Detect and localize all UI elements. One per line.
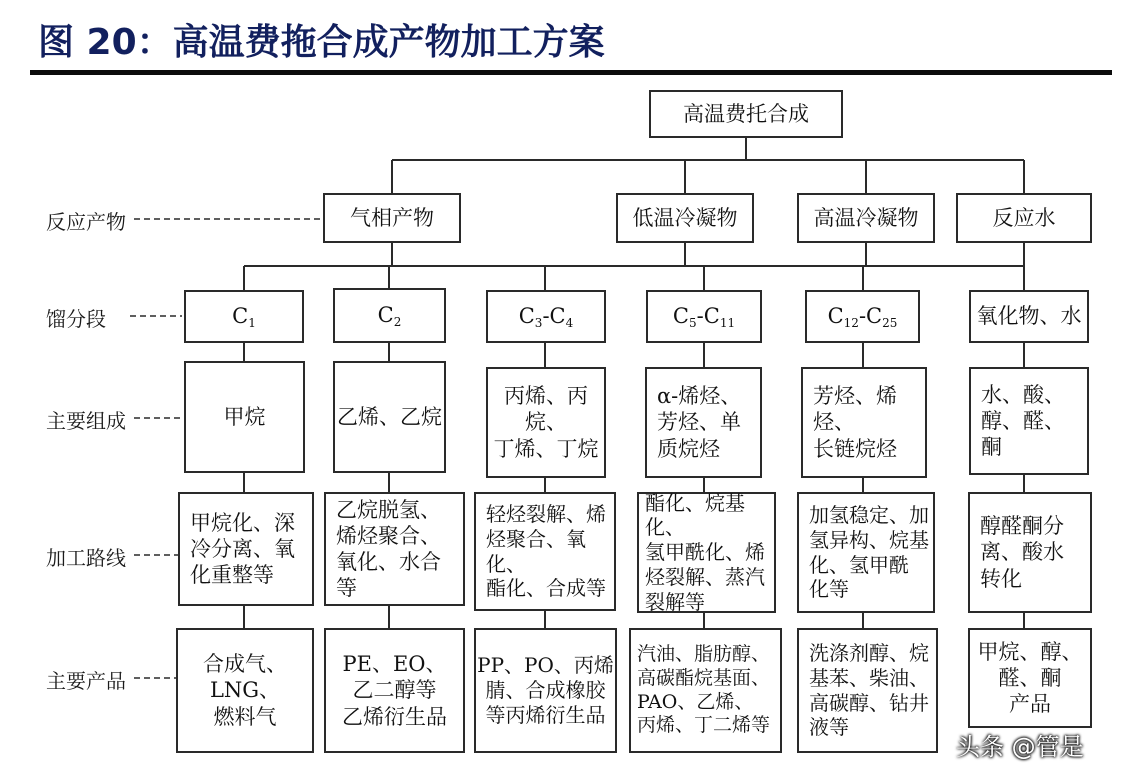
figure-title: 图 20：高温费拖合成产物加工方案 — [38, 22, 605, 63]
fraction-label: 氧化物、水 — [976, 304, 1082, 329]
product-node — [629, 628, 782, 753]
row-label-processing: 加工路线 — [46, 546, 126, 570]
composition-node — [969, 367, 1089, 475]
product-node — [797, 628, 938, 753]
composition-text: α-烯烃、 芳烃、单 质烷烃 — [657, 384, 742, 461]
processing-node — [968, 492, 1092, 613]
fraction-node — [646, 290, 762, 343]
processing-node — [637, 492, 776, 613]
processing-node — [178, 492, 314, 606]
product-text: 合成气、 LNG、 燃料气 — [203, 652, 287, 729]
row-label-composition: 主要组成 — [46, 409, 126, 433]
fraction-label: $C_5-C_{11}$ — [672, 303, 736, 330]
processing-text: 醇醛酮分 离、酸水 转化 — [980, 514, 1064, 591]
product-node — [324, 628, 465, 753]
product-node — [968, 628, 1092, 728]
product-text: 甲烷、醇、 醛、酮 产品 — [977, 639, 1083, 717]
product-text: PE、EO、 乙二醇等 乙烯衍生品 — [342, 652, 447, 729]
processing-text: 甲烷化、深 冷分离、氧 化重整等 — [190, 510, 295, 588]
phase-node — [323, 193, 461, 243]
composition-text: 水、酸、 醇、醛、 酮 — [981, 382, 1065, 460]
phase-node-label: 低温冷凝物 — [632, 205, 738, 230]
product-text: 洗涤剂醇、烷 基苯、柴油、 高碳醇、钻井 液等 — [809, 640, 929, 740]
fraction-node — [184, 290, 304, 343]
fraction-label: $C_1$ — [232, 303, 256, 330]
processing-text: 乙烷脱氢、 烯烃聚合、 氧化、水合等 — [336, 497, 441, 601]
processing-node — [797, 492, 935, 613]
composition-node — [333, 361, 446, 473]
processing-text: 轻烃裂解、烯 烃聚合、氧化、 酯化、合成等 — [486, 501, 606, 601]
phase-node — [616, 193, 754, 243]
product-text: 汽油、脂肪醇、 高碳酯烷基面、 PAO、乙烯、 丙烯、丁二烯等 — [637, 643, 771, 737]
composition-text: 甲烷 — [223, 404, 266, 429]
processing-node — [474, 492, 616, 611]
composition-node — [486, 367, 606, 478]
composition-text: 芳烃、烯烃、 长链烷烃 — [813, 384, 897, 461]
root-node-label: 高温费托合成 — [683, 101, 809, 126]
phase-node-label: 反应水 — [992, 205, 1056, 230]
row-label-reaction-products: 反应产物 — [46, 210, 126, 234]
product-node — [474, 628, 617, 753]
watermark-text: 头条 @管是 — [956, 733, 1084, 761]
composition-node — [801, 367, 927, 478]
row-label-fraction: 馏分段 — [46, 307, 106, 331]
composition-node — [645, 367, 762, 478]
processing-node — [324, 492, 465, 606]
product-text: PP、PO、丙烯 腈、合成橡胶 等丙烯衍生品 — [477, 653, 614, 727]
phase-node-label: 气相产物 — [350, 205, 434, 230]
fraction-node — [969, 290, 1089, 343]
composition-node — [184, 361, 305, 473]
processing-text: 酯化、烷基化、 氢甲酰化、烯 烃裂解、蒸汽 裂解等 — [645, 490, 765, 614]
fraction-node — [333, 288, 446, 343]
phase-node — [797, 193, 935, 243]
fraction-label: $C_3-C_4$ — [518, 303, 574, 330]
processing-text: 加氢稳定、加 氢异构、烷基 化、氢甲酰 化等 — [809, 502, 929, 602]
fraction-node — [486, 290, 606, 343]
product-node — [176, 628, 314, 753]
composition-text: 乙烯、乙烷 — [337, 404, 442, 429]
phase-node-label: 高温冷凝物 — [813, 205, 919, 230]
fraction-label: $C_2$ — [377, 302, 402, 329]
row-label-products: 主要产品 — [46, 669, 126, 693]
fraction-label: $C_{12}-C_{25}$ — [827, 303, 898, 330]
fraction-node — [805, 290, 920, 343]
phase-node — [956, 193, 1092, 243]
root-node — [649, 90, 843, 138]
composition-text: 丙烯、丙烷、 丁烯、丁烷 — [493, 384, 599, 461]
